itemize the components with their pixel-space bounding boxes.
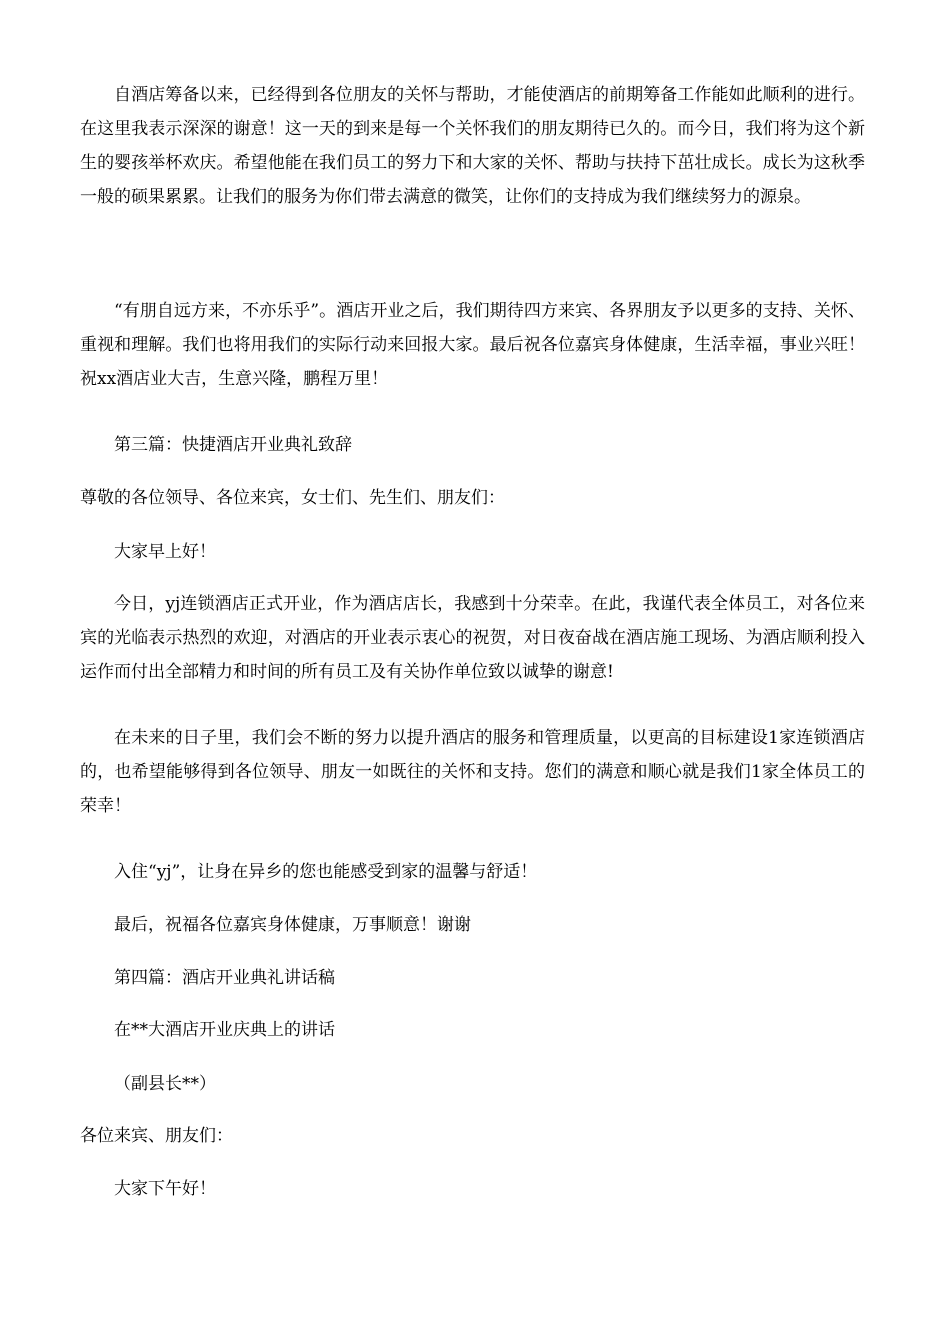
greeting-good-morning: 大家早上好！ bbox=[114, 542, 216, 562]
paragraph-opening-announcement: 今日，yj连锁酒店正式开业，作为酒店店长，我感到十分荣幸。在此，我谨代表全体员工，对各位来宾的光临表示热烈的欢迎，对酒店的开业表示衷心的祝贺，对日夜奋战在酒店施工现场、为酒店顺利投入运作而付出全部精力和时间的所有员工及有关协作单位致以诚挚的谢意! bbox=[80, 594, 865, 682]
paragraph-slogan: 入住“yj”，让身在异乡的您也能感受到家的温馨与舒适！ bbox=[114, 862, 538, 882]
section-heading-part-three: 第三篇：快捷酒店开业典礼致辞 bbox=[114, 435, 352, 455]
greeting-good-afternoon: 大家下午好！ bbox=[114, 1179, 216, 1199]
section-heading-part-four: 第四篇：酒店开业典礼讲话稿 bbox=[114, 968, 335, 988]
salutation-guests-friends: 各位来宾、朋友们： bbox=[80, 1126, 233, 1146]
paragraph-closing-wishes: “有朋自远方来，不亦乐乎”。酒店开业之后，我们期待四方来宾、各界朋友予以更多的支持、关怀、重视和理解。我们也将用我们的实际行动来回报大家。最后祝各位嘉宾身体健康，生活幸福，事业兴旺！祝xx酒店业大吉，生意兴隆，鹏程万里！ bbox=[80, 301, 865, 389]
salutation-leaders-guests: 尊敬的各位领导、各位来宾，女士们、先生们、朋友们： bbox=[80, 488, 505, 508]
speech-title: 在**大酒店开业庆典上的讲话 bbox=[114, 1020, 335, 1040]
paragraph-opening-thanks: 自酒店筹备以来，已经得到各位朋友的关怀与帮助，才能使酒店的前期筹备工作能如此顺利的进行。在这里我表示深深的谢意！这一天的到来是每一个关怀我们的朋友期待已久的。而今日，我们将为这个新生的婴孩举杯欢庆。希望他能在我们员工的努力下和大家的关怀、帮助与扶持下茁壮成长。成长为这秋季一般的硕果累累。让我们的服务为你们带去满意的微笑，让你们的支持成为我们继续努力的源泉。 bbox=[80, 85, 865, 207]
paragraph-final-wishes: 最后，祝福各位嘉宾身体健康，万事顺意！谢谢 bbox=[114, 915, 471, 935]
speaker-attribution: （副县长**） bbox=[114, 1074, 216, 1094]
paragraph-future-plans: 在未来的日子里，我们会不断的努力以提升酒店的服务和管理质量，以更高的目标建设1家连锁酒店的，也希望能够得到各位领导、朋友一如既往的关怀和支持。您们的满意和顺心就是我们1家全体员工的荣幸！ bbox=[80, 728, 865, 816]
